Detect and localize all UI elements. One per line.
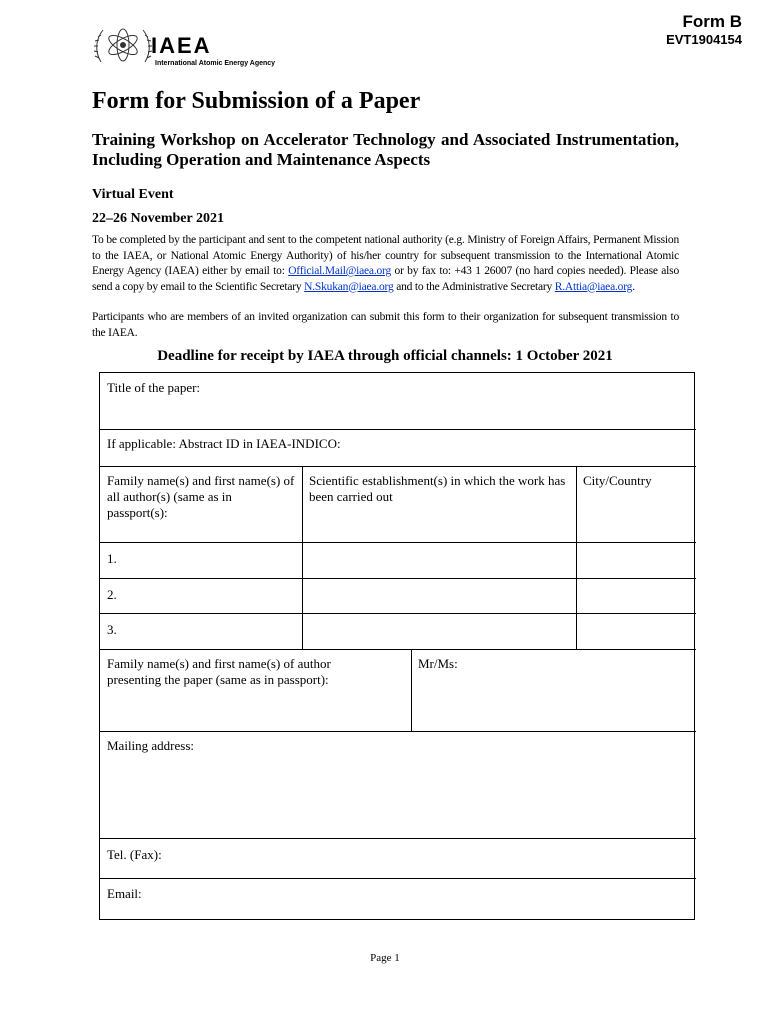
invited-organization-paragraph: Participants who are members of an invited organization can submit this form to their organization for subsequent transmission to the IAEA. [92,311,679,339]
city-country-field-1[interactable] [576,542,696,578]
city-country-column-header: City/Country [583,473,652,488]
tel-fax-field[interactable] [100,838,696,878]
tel-fax-label: Tel. (Fax): [107,847,162,862]
deadline-notice: Deadline for receipt by IAEA through official channels: 1 October 2021 [157,348,613,364]
instructions-text-3: and to the Administrative Secretary [393,280,555,293]
author-name-field-2[interactable] [100,578,302,613]
city-country-field-3[interactable] [576,613,696,649]
page-title: Form for Submission of a Paper [92,88,421,114]
establishment-column-header: Scientific establishment(s) in which the work has been carried out [309,473,566,504]
city-country-field-2[interactable] [576,578,696,613]
event-dates: 22–26 November 2021 [92,211,224,226]
event-type: Virtual Event [92,187,174,202]
official-mail-link[interactable]: Official.Mail@iaea.org [288,265,392,277]
mailing-address-label: Mailing address: [107,738,195,753]
instructions-text-1: To be completed by the participant and sent to the competent national authority (e.g. Ministry of Foreign Affairs, Permanent Mission to the IAEA, or National Atomic Energy Authority) of his/her country for subsequent transmission to the International Atomic Energy Agency (IAEA) either by email to: [92,234,679,277]
establishment-field-1[interactable] [302,542,576,578]
paper-title-label: Title of the paper: [107,380,201,395]
workshop-title: Training Workshop on Accelerator Technology and Associated Instrumentation, Including Operation and Maintenance Aspects [92,130,679,169]
mr-ms-field[interactable] [411,649,696,731]
author-name-field-1[interactable] [100,542,302,578]
form-code: EVT1904154 [666,32,742,47]
establishment-field-2[interactable] [302,578,576,613]
paper-title-field[interactable] [100,373,696,429]
email-label: Email: [107,886,142,901]
logo-subtitle: International Atomic Energy Agency [155,60,276,67]
mailing-address-field[interactable] [100,731,696,838]
author-name-field-3[interactable] [100,613,302,649]
form-identifier [666,12,742,48]
form-label: Form B [682,12,742,31]
mr-ms-label: Mr/Ms: [418,656,458,671]
abstract-id-field[interactable] [100,429,696,466]
administrative-secretary-link[interactable]: R.Attia@iaea.org [554,280,633,293]
instructions-paragraph [92,233,679,295]
establishment-field-3[interactable] [302,613,576,649]
instructions-text-2: or by fax to: +43 1 26007 (no hard copies needed). Please also send a copy by email to the Scientific Secretary [92,265,679,293]
page-number: Page 1 [370,952,400,964]
authors-column-header: Family name(s) and first name(s) of all author(s) (same as in passport(s): [107,473,295,520]
iaea-emblem-icon [93,24,153,68]
instructions-text-4: . [632,280,635,293]
row-number: 1. [107,551,117,566]
abstract-id-label: If applicable: Abstract ID in IAEA-INDICO: [107,436,341,451]
row-number: 2. [107,587,117,602]
presenting-author-field[interactable] [100,649,360,731]
presenting-author-label: Family name(s) and first name(s) of author presenting the paper (same as in passport): [107,656,331,687]
row-number: 3. [107,622,117,637]
iaea-logo [93,24,313,72]
email-field[interactable] [100,878,696,920]
scientific-secretary-link[interactable]: N.Skukan@iaea.org [304,280,394,293]
logo-text: IAEA [151,33,212,58]
submission-form-table [99,372,695,920]
